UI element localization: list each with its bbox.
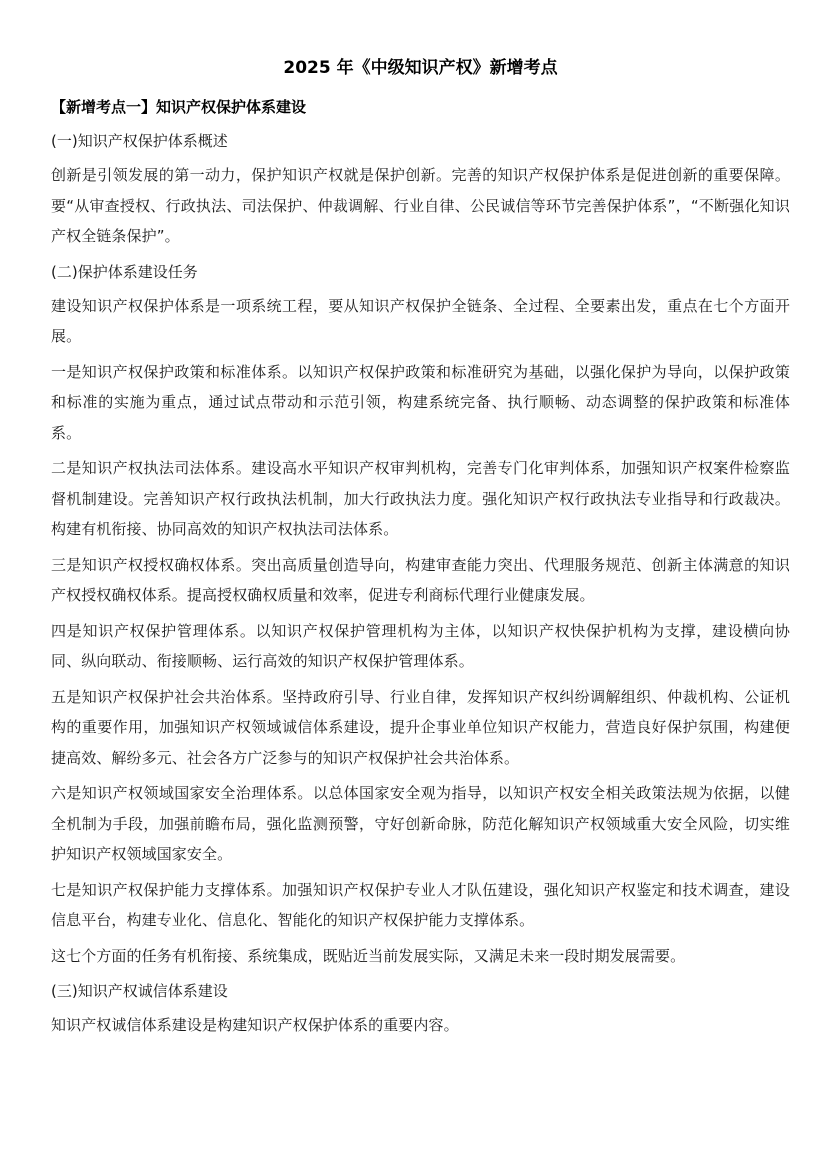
- section-heading: 【新增考点一】知识产权保护体系建设: [51, 98, 307, 116]
- paragraph-task-3: 三是知识产权授权确权体系。突出高质量创造导向，构建审查能力突出、代理服务规范、创新主体满意的知识产权授权确权体系。提高授权确权质量和效率，促进专利商标代理行业健康发展。: [51, 555, 790, 604]
- paragraph-tasks-summary: 这七个方面的任务有机衔接、系统集成，既贴近当前发展实际，又满足未来一段时期发展需要。: [51, 946, 686, 965]
- paragraph-task-4: 四是知识产权保护管理体系。以知识产权保护管理机构为主体，以知识产权快保护机构为支撑，建设横向协同、纵向联动、衔接顺畅、运行高效的知识产权保护管理体系。: [51, 621, 790, 670]
- paragraph-task-1: 一是知识产权保护政策和标准体系。以知识产权保护政策和标准研究为基础，以强化保护为导向，以保护政策和标准的实施为重点，通过试点带动和示范引领，构建系统完备、执行顺畅、动态调整的保护政策和标准体系。: [51, 362, 790, 442]
- sub-heading-overview: (一)知识产权保护体系概述: [51, 132, 228, 150]
- sub-heading-tasks: (二)保护体系建设任务: [51, 262, 198, 281]
- paragraph-task-2: 二是知识产权执法司法体系。建设高水平知识产权审判机构，完善专门化审判体系，加强知识产权案件检察监督机制建设。完善知识产权行政执法机制，加大行政执法力度。强化知识产权行政执法专业指导和行政裁决。构建有机衔接、协同高效的知识产权执法司法体系。: [51, 459, 790, 538]
- paragraph-integrity: 知识产权诚信体系建设是构建知识产权保护体系的重要内容。: [51, 1016, 459, 1034]
- paragraph-task-7: 七是知识产权保护能力支撑体系。加强知识产权保护专业人才队伍建设，强化知识产权鉴定和技术调查，建设信息平台，构建专业化、信息化、智能化的知识产权保护能力支撑体系。: [51, 880, 790, 929]
- sub-heading-integrity: (三)知识产权诚信体系建设: [51, 982, 228, 1000]
- document-title: 2025 年《中级知识产权》新增考点: [283, 58, 558, 78]
- paragraph-overview: 创新是引领发展的第一动力，保护知识产权就是保护创新。完善的知识产权保护体系是促进创新的重要保障。要“从审查授权、行政执法、司法保护、仲裁调解、行业自律、公民诚信等环节完善保护体系”，“不断强化知识产权全链条保护”。: [51, 166, 790, 245]
- paragraph-task-6: 六是知识产权领域国家安全治理体系。以总体国家安全观为指导，以知识产权安全相关政策法规为依据，以健全机制为手段，加强前瞻布局，强化监测预警，守好创新命脉，防范化解知识产权领域重大安全风险，切实维护知识产权领域国家安全。: [51, 784, 790, 863]
- paragraph-tasks-intro: 建设知识产权保护体系是一项系统工程，要从知识产权保护全链条、全过程、全要素出发，重点在七个方面开展。: [51, 296, 790, 345]
- paragraph-task-5: 五是知识产权保护社会共治体系。坚持政府引导、行业自律，发挥知识产权纠纷调解组织、仲裁机构、公证机构的重要作用，加强知识产权领域诚信体系建设，提升企事业单位知识产权能力，营造良好保护氛围，构建便捷高效、解纷多元、社会各方广泛参与的知识产权保护社会共治体系。: [51, 687, 790, 767]
